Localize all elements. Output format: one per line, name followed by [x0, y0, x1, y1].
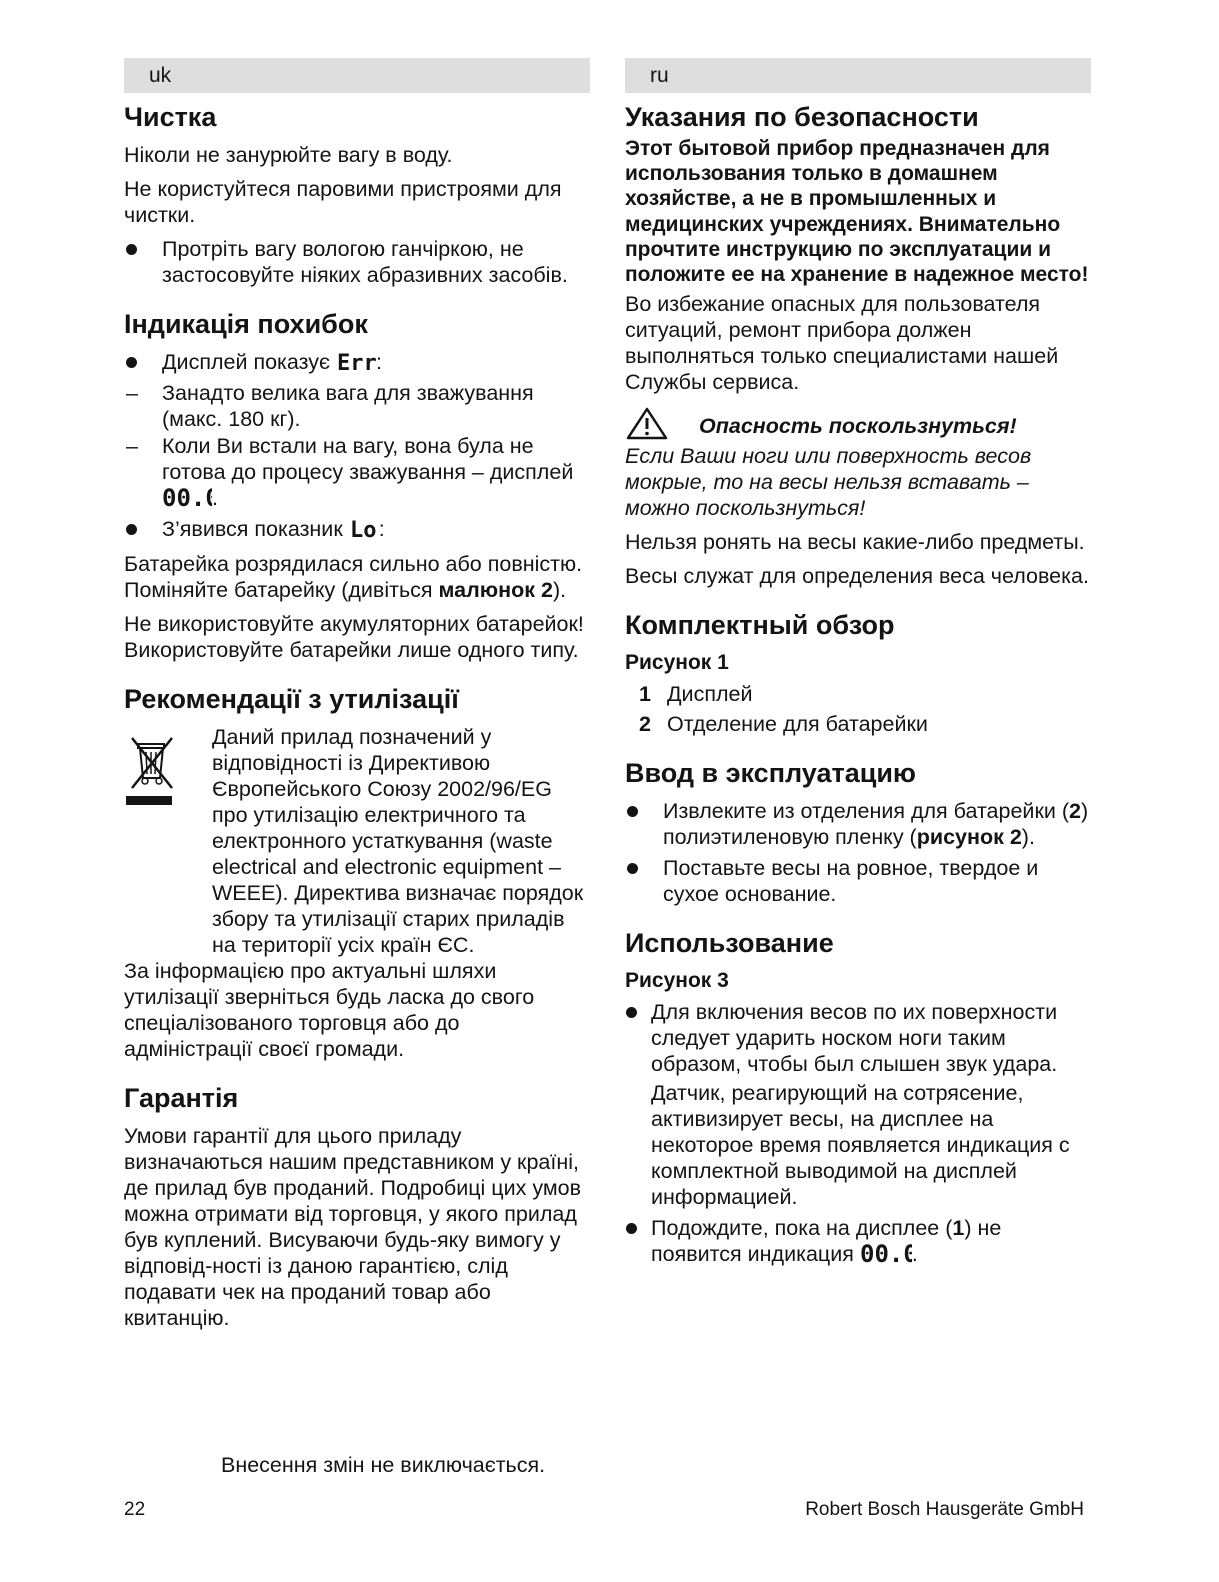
figure-label: Рисунок 1	[625, 651, 729, 675]
column-uk	[124, 58, 590, 1339]
heading-disposal: Рекомендації з утилізації	[124, 684, 459, 714]
paragraph: За інформацією про актуальні шляхи утилізації зверніться будь ласка до свого спеціалізованого торговця або до адміністрації своєї громади.	[124, 959, 535, 1061]
bullet-icon	[627, 863, 638, 874]
bullet-icon	[126, 244, 137, 255]
language-code: ru	[650, 64, 669, 87]
list-item: – Коли Ви встали на вагу, вона була не готова до процесу зважування – дисплей 00. .	[124, 433, 590, 515]
list-item: З’явився показник Lo :	[124, 516, 590, 546]
heading-overview: Комплектный обзор	[625, 610, 895, 641]
heading-cleaning: Чистка	[124, 102, 217, 132]
paragraph: Не використовуйте акумуляторних батарейок! Використовуйте батарейки лише одного типу.	[124, 612, 584, 662]
svg-text:00.0: 00.	[162, 485, 206, 509]
list-item: Подождите, пока на дисплее (1) не появится индикация 00.0 .	[625, 1215, 1091, 1271]
bullet-list	[124, 349, 590, 546]
lcd-err-icon	[336, 351, 376, 379]
page-number: 22	[124, 1499, 146, 1520]
heading-warranty: Гарантія	[124, 1083, 239, 1113]
paragraph: Ніколи не занурюйте вагу в воду.	[124, 143, 453, 167]
warning-text: Если Ваши ноги или поверхность весов мокрые, то на весы нельзя вставать – можно поскользнуться!	[625, 444, 1032, 521]
heading-usage: Использование	[625, 928, 834, 959]
paragraph: Не користуйтеся паровими пристроями для чистки.	[124, 177, 562, 227]
paragraph: Весы служат для определения веса человека.	[625, 564, 1089, 589]
list-item: Извлеките из отделения для батарейки (2) полиэтиленовую пленку (рисунок 2).	[625, 798, 1091, 850]
language-code: uk	[149, 64, 172, 87]
heading-safety: Указания по безопасности	[625, 102, 979, 132]
bullet-icon	[126, 357, 137, 368]
weee-bin-icon	[124, 724, 212, 958]
list-item-continuation: Датчик, реагирующий на сотрясение, активизирует весы, на дисплее на некоторое время появляется индикация с комплектной выводимой на дисплей информацией.	[651, 1081, 1070, 1210]
lcd-lo-icon	[349, 518, 379, 546]
bullet-icon	[627, 806, 638, 817]
list-item: Протріть вагу вологою ганчіркою, не застосовуйте ніяких абразивних засобів.	[124, 236, 590, 288]
heading-startup: Ввод в эксплуатацию	[625, 758, 916, 789]
bullet-list	[124, 236, 590, 288]
paragraph: Батарейка розрядилася сильно або повністю. Поміняйте батарейку (дивіться малюнок 2).	[124, 552, 583, 602]
language-bar-uk	[124, 58, 590, 93]
list-item: – Занадто велика вага для зважування (макс. 180 кг).	[126, 381, 534, 431]
bullet-list	[625, 798, 1091, 907]
bullet-icon	[626, 1007, 637, 1018]
svg-text:00.0: 00.0	[859, 1241, 912, 1266]
svg-text:Lo: Lo	[349, 518, 377, 540]
bullet-icon	[626, 1223, 637, 1234]
list-item: 2 Отделение для батарейки	[639, 712, 928, 737]
paragraph: Нельзя ронять на весы какие-либо предметы.	[625, 530, 1085, 555]
company-name: Robert Bosch Hausgeräte GmbH	[805, 1499, 1084, 1520]
bullet-list	[625, 999, 1091, 1271]
changes-note: Внесення змін не виключається.	[221, 1453, 546, 1477]
list-item: Дисплей показує Err :	[124, 349, 590, 379]
lcd-zero-icon	[860, 1241, 912, 1271]
warning-triangle-icon	[625, 406, 699, 446]
paragraph: Даний прилад позначений у відповідності із Директивою Європейського Союзу 2002/96/EG про утилізацію електричного та електронного устаткування (waste electrical and electronic equipment – WEEE). Директива визначає порядок збору та утилізації старих приладів на території усіх країн ЄС.	[212, 725, 584, 957]
figure-label: Рисунок 3	[625, 969, 729, 993]
bullet-icon	[126, 524, 137, 535]
paragraph: Умови гарантії для цього приладу визначаються нашим представником у країні, де прилад був проданий. Подробиці цих умов можна отримати від торговця, у якого прилад був куплений. Висуваючи будь-яку вимогу у відповід-ності із даною гарантією, слід подавати чек на проданий товар або квитанцію.	[124, 1124, 582, 1330]
svg-text:Err: Err	[336, 351, 376, 373]
list-item: Для включения весов по их поверхности следует ударить носком ноги таким образом, чтобы был слышен звук удара.	[625, 999, 1091, 1077]
list-item: 1 Дисплей	[639, 682, 753, 707]
lcd-zero-icon	[162, 485, 212, 515]
weee-block	[124, 724, 590, 958]
language-bar-ru	[625, 58, 1091, 93]
paragraph-bold: Этот бытовой прибор предназначен для использования только в домашнем хозяйстве, а не в промышленных и медицинских учреждениях. Внимательно прочтите инструкцию по эксплуатации и положите ее на хранение в надежное место!	[625, 137, 1089, 287]
list-item: Поставьте весы на ровное, твердое и сухое основание.	[625, 855, 1091, 907]
warning-heading: Опасность поскользнуться!	[625, 409, 1091, 443]
column-ru	[625, 58, 1091, 1279]
paragraph: Во избежание опасных для пользователя ситуаций, ремонт прибора должен выполняться только специалистами нашей Службы сервиса.	[625, 292, 1059, 395]
heading-errors: Індикація похибок	[124, 309, 368, 339]
